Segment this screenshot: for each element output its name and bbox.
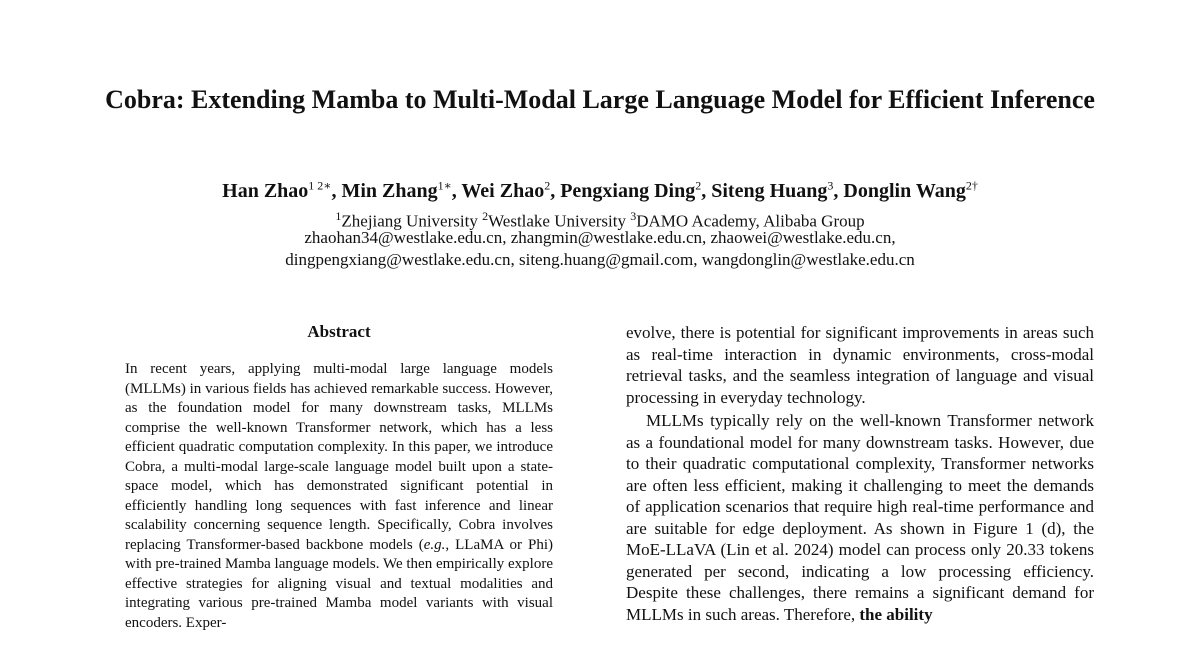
author-list: [100, 172, 1100, 204]
author: Pengxiang Ding$^2$,: [560, 178, 712, 202]
paper-title: Cobra: Extending Mamba to Multi-Modal Large Language Model for Efficient Inference: [105, 85, 1095, 114]
author: Min Zhang$^{1∗}$,: [341, 178, 462, 202]
author: Siteng Huang$^3$,: [711, 178, 844, 202]
affiliations: $^1$Zhejiang University $^2$Westlake University $^3$DAMO Academy, Alibaba Group: [335, 209, 865, 231]
abstract-heading: Abstract: [307, 322, 371, 341]
body-column-right: [626, 322, 1094, 625]
affiliation: Zhejiang University: [341, 211, 478, 231]
author: Han Zhao$^{1 2∗}$,: [222, 178, 342, 202]
paragraph: MLLMs typically rely on the well-known Transformer network as a foundational model for many downstream tasks. However, due to their quadratic computational complexity, Transformer networks are often less efficient, making it challenging to meet the demands of application scenarios that require high real-time performance and are suitable for edge deployment. As shown in Figure 1 (d), the MoE-LLaVA (Lin et al. 2024) model can process only 20.33 tokens generated per second, indicating a low processing efficiency. Despite these challenges, there remains a significant demand for MLLMs in such areas. Therefore, the ability: [626, 411, 1094, 624]
arxiv-stamp: [0, 0, 1, 1]
abstract-body: In recent years, applying multi-modal large language models (MLLMs) in various fields has achieved remarkable success. However, as the foundation model for many downstream tasks, MLLMs comprise the well-known Transformer network, which has a less efficient quadratic computation complexity. In this paper, we introduce Cobra, a multi-modal large-scale language model built upon a state-space model, which has demonstrated significant potential in efficiently handling long sequences with fast inference and linear scalability concerning sequence length. Specifically, Cobra involves replacing Transformer-based backbone models (e.g., LLaMA or Phi) with pre-trained Mamba language models. We then empirically explore effective strategies for aligning visual and textual modalities and integrating various pre-trained Mamba model variants with visual encoders. Exper-: [125, 361, 553, 631]
author: Donglin Wang$^{2\dagger}$: [843, 178, 978, 202]
affiliation: DAMO Academy, Alibaba Group: [636, 211, 865, 231]
email-line: zhaohan34@westlake.edu.cn, zhangmin@westlake.edu.cn, zhaowei@westlake.edu.cn,: [304, 228, 896, 247]
affiliation: Westlake University: [488, 211, 626, 231]
paragraph: evolve, there is potential for significant improvements in areas such as real-time interaction in dynamic environments, cross-modal retrieval tasks, and the seamless integration of language and visual processing in everyday technology.: [626, 323, 1094, 407]
email-list: [100, 227, 1100, 271]
email-line: dingpengxiang@westlake.edu.cn, siteng.huang@gmail.com, wangdonglin@westlake.edu.cn: [285, 250, 915, 269]
author: Wei Zhao$^2$,: [461, 178, 561, 202]
